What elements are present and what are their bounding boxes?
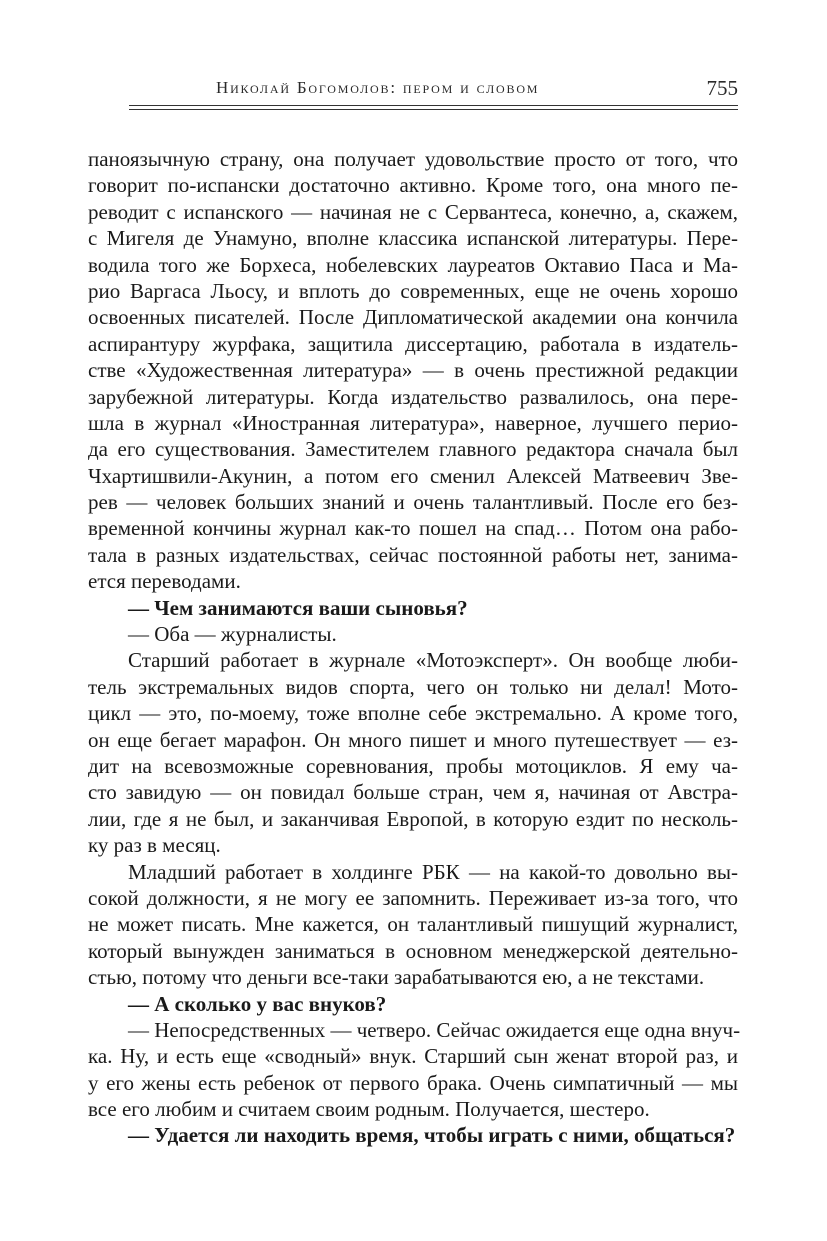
interview-question — [88, 595, 738, 621]
text-line: — А сколько у вас внуков? — [128, 991, 387, 1016]
text-line: ется переводами. — [88, 569, 241, 594]
text-line: аспирантуру журфака, защитила диссертацию, работала в издатель- — [88, 331, 738, 356]
text-line: тель экстремальных видов спорта, чего он только ни делал! Мото- — [88, 674, 738, 699]
running-title: Николай Богомолов: пером и словом — [216, 78, 540, 97]
interview-question — [88, 1122, 738, 1148]
body-text — [88, 146, 741, 1149]
text-line: не может писать. Мне кажется, он талантливый пишущий журналист, — [88, 912, 738, 937]
text-line: с Мигеля де Унамуно, вполне классика испанской литературы. Пере- — [88, 226, 738, 251]
text-line: водила того же Борхеса, нобелевских лауреатов Октавио Паса и Ма- — [88, 252, 738, 277]
header-rule-top — [129, 105, 738, 106]
text-line: зарубежной литературы. Когда издательство развалилось, она пере- — [88, 384, 738, 409]
text-line: тала в разных издательствах, сейчас постоянной работы нет, занима- — [88, 542, 738, 567]
text-line: который вынужден заниматься в основном менеджерской деятельно- — [88, 938, 738, 963]
paragraph — [88, 859, 738, 991]
text-line: реводит с испанского — начиная не с Сервантеса, конечно, а, скажем, — [88, 199, 738, 224]
text-line: дит на всевозможные соревнования, пробы мотоциклов. Я ему ча- — [88, 753, 738, 778]
text-line: ку раз в месяц. — [88, 833, 221, 858]
text-line: да его существования. Заместителем главного редактора сначала был — [88, 437, 738, 462]
text-line: ка. Ну, и есть еще «сводный» внук. Старший сын женат второй раз, и — [88, 1044, 738, 1069]
text-line: — Оба — журналисты. — [128, 622, 337, 647]
interview-question — [88, 991, 738, 1017]
text-line: стве «Художественная литература» — в очень престижной редакции — [88, 358, 738, 383]
text-line: шла в журнал «Иностранная литература», наверное, лучшего перио- — [88, 410, 738, 435]
text-line: все его любим и считаем своим родным. Получается, шестеро. — [88, 1097, 650, 1122]
text-line: — Непосредственных — четверо. Сейчас ожидается еще одна внуч- — [128, 1017, 741, 1042]
text-line: паноязычную страну, она получает удовольствие просто от того, что — [88, 147, 738, 171]
text-line: сокой должности, я не могу ее запомнить. Переживает из-за того, что — [88, 885, 738, 910]
text-line: — Чем занимаются ваши сыновья? — [128, 595, 468, 620]
text-line: лии, где я не был, и заканчивая Европой, в которую ездит по несколь- — [88, 806, 738, 831]
running-header — [88, 78, 738, 104]
paragraph — [88, 1017, 741, 1123]
paragraph — [88, 647, 738, 858]
text-line: Чхартишвили-Акунин, а потом его сменил Алексей Матвеевич Зве- — [88, 463, 738, 488]
text-line: рио Варгаса Льосу, и вплоть до современных, еще не очень хорошо — [88, 278, 738, 303]
paragraph — [88, 621, 738, 647]
paragraph — [88, 146, 738, 595]
text-line: цикл — это, по-моему, тоже вполне себе экстремально. А кроме того, — [88, 701, 738, 726]
header-rule-bottom — [129, 109, 738, 110]
text-line: сто завидую — он повидал больше стран, чем я, начиная от Австра- — [88, 780, 738, 805]
text-line: временной кончины журнал как-то пошел на спад… Потом она рабо- — [88, 516, 738, 541]
text-line: — Удается ли находить время, чтобы играть с ними, общаться? — [128, 1123, 736, 1148]
text-line: Старший работает в журнале «Мотоэксперт». Он вообще люби- — [128, 648, 738, 673]
text-line: у его жены есть ребенок от первого брака. Очень симпатичный — мы — [88, 1070, 738, 1095]
text-line: Младший работает в холдинге РБК — на какой-то довольно вы- — [128, 859, 738, 884]
text-line: стью, потому что деньги все-таки зарабатываются ею, а не текстами. — [88, 965, 705, 990]
text-line: рев — человек больших знаний и очень талантливый. После его без- — [88, 490, 738, 515]
text-line: он еще бегает марафон. Он много пишет и много путешествует — ез- — [88, 727, 738, 752]
text-line: освоенных писателей. После Дипломатической академии она кончила — [88, 305, 738, 330]
page-number: 755 — [706, 76, 738, 100]
text-line: говорит по-испански достаточно активно. Кроме того, она много пе- — [88, 173, 738, 198]
